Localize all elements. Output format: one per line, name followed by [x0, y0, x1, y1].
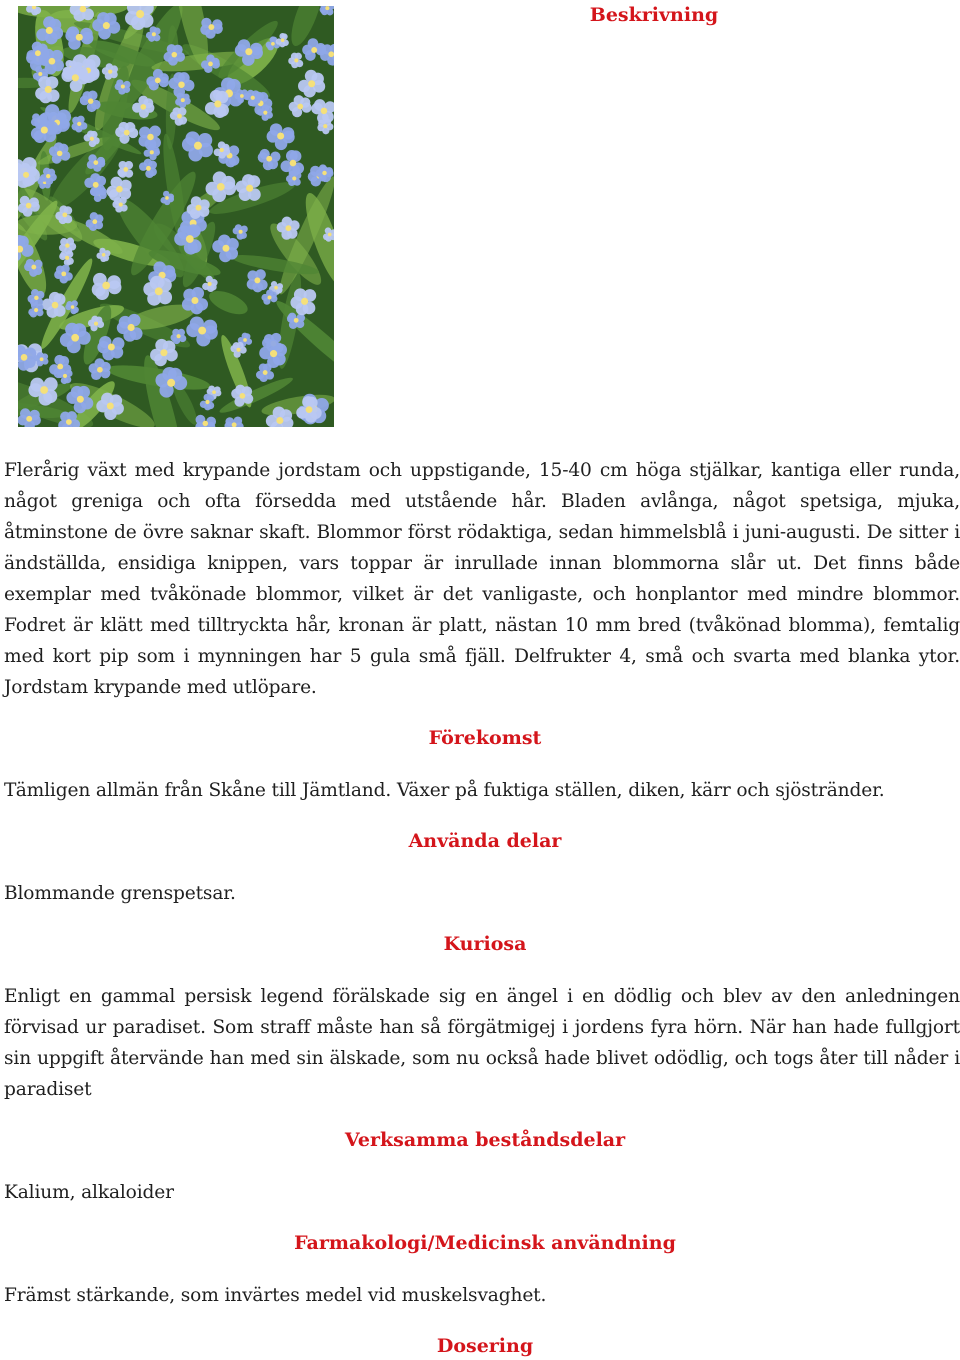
paragraph-forekomst: Tämligen allmän från Skåne till Jämtland. Växer på fuktiga ställen, diken, kärr och sjöstränder. [4, 780, 885, 801]
forget-me-not-flowers-photo [18, 6, 334, 427]
paragraph-verksamma-bestandsdelar: Kalium, alkaloider [4, 1182, 174, 1203]
paragraph-beskrivning: Flerårig växt med krypande jordstam och uppstigande, 15-40 cm höga stjälkar, kantiga eller runda, något greniga och ofta försedda med utstående hår. Bladen avlånga, något spetsiga, mjuka, åtminstone de övre saknar skaft. Blommor först rödaktiga, sedan himmelsblå i juni-augusti. De sitter i ändställda, ensidiga knippen, vars toppar är inrullade innan blommorna slår ut. Det finns både exemplar med tvåkönade blommor, vilket är det vanligaste, och honplantor med mindre blommor. Fodret är klätt med tilltryckta hår, kronan är platt, nästan 10 mm bred (tvåkönad blomma), femtalig med kort pip som i mynningen har 5 gula små fjäll. Delfrukter 4, små och svarta med blanka ytor. Jordstam krypande med utlöpare. [4, 460, 960, 698]
paragraph-kuriosa: Enligt en gammal persisk legend förälskade sig en ängel i en dödlig och blev av den anledningen förvisad ur paradiset. Som straff måste han så förgätmigej i jordens fyra hörn. När han hade fullgjort sin uppgift återvände han med sin älskade, som nu också hade blivet odödlig, och togs åter till nåder i paradiset [4, 986, 960, 1100]
flower-photo-drawing [18, 6, 334, 427]
flower-blossom [247, 269, 268, 292]
heading-verksamma-bestandsdelar: Verksamma beståndsdelar [344, 1129, 626, 1151]
heading-dosering: Dosering [436, 1335, 534, 1357]
flower-blossom [18, 408, 41, 427]
heading-kuriosa: Kuriosa [443, 933, 527, 955]
paragraph-farmakologi: Främst stärkande, som invärtes medel vid muskelsvaghet. [4, 1285, 547, 1306]
heading-anvanda-delar: Använda delar [408, 830, 562, 852]
paragraph-anvanda-delar: Blommande grenspetsar. [4, 883, 236, 904]
heading-beskrivning: Beskrivning [589, 4, 719, 26]
heading-farmakologi: Farmakologi/Medicinsk användning [294, 1232, 676, 1254]
heading-forekomst: Förekomst [428, 727, 542, 749]
